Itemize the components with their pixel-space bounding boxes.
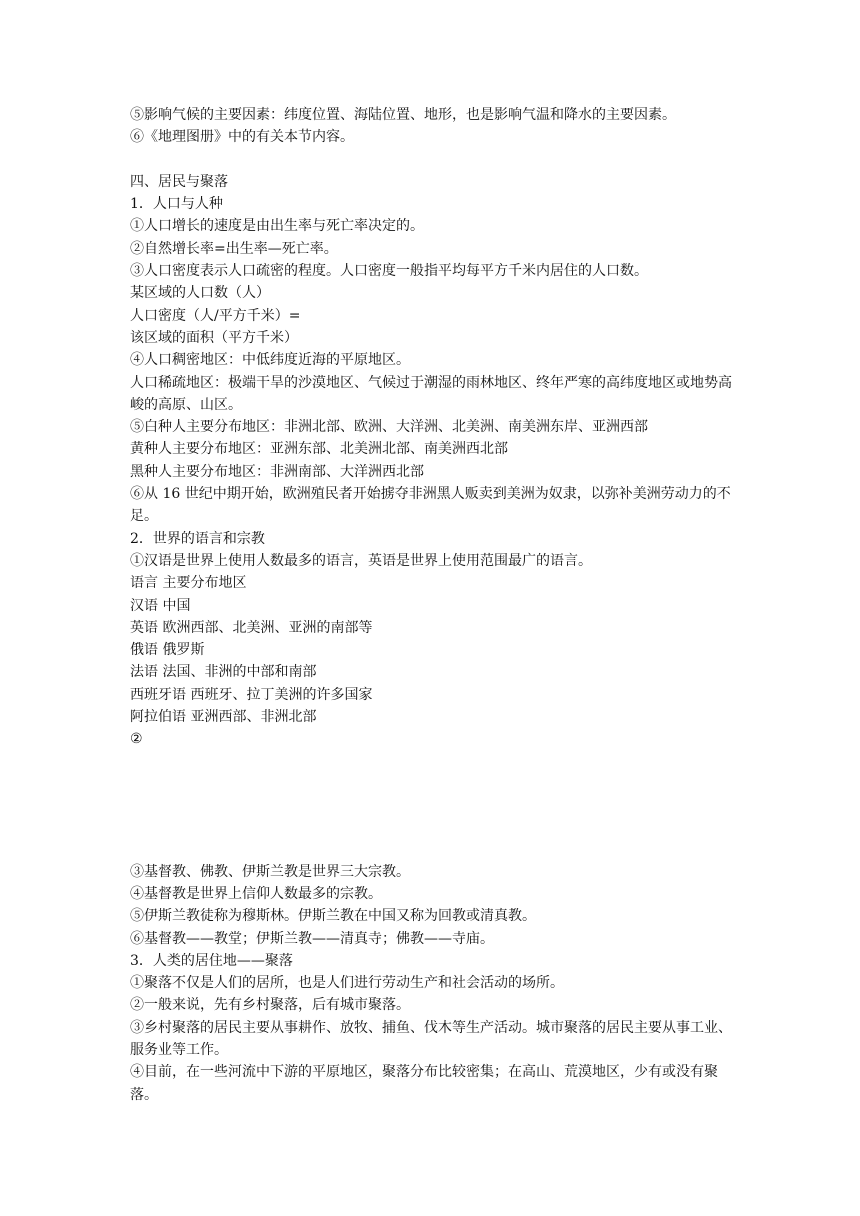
document-body bbox=[130, 104, 735, 1106]
text-line: ④人口稠密地区：中低纬度近海的平原地区。 bbox=[130, 352, 410, 369]
text-line: ⑤白种人主要分布地区：非洲北部、欧洲、大洋洲、北美洲、南美洲东岸、亚洲西部 bbox=[130, 419, 648, 436]
language-table-row: 西班牙语 西班牙、拉丁美洲的许多国家 bbox=[130, 686, 373, 703]
text-line: ⑥《地理图册》中的有关本节内容。 bbox=[130, 129, 354, 146]
section-heading: 四、居民与聚落 bbox=[130, 173, 228, 190]
text-paragraph: 人口稀疏地区：极端干旱的沙漠地区、气候过于潮湿的雨林地区、终年严寒的高纬度地区或地势高峻的高原、山区。 bbox=[130, 374, 732, 413]
text-line: ①人口增长的速度是由出生率与死亡率决定的。 bbox=[130, 218, 424, 235]
blank-line bbox=[130, 149, 735, 171]
subsection-heading: 1．人口与人种 bbox=[130, 196, 223, 213]
text-paragraph: ④目前，在一些河流中下游的平原地区，聚落分布比较密集；在高山、荒漠地区，少有或没有聚落。 bbox=[130, 1064, 718, 1103]
text-line: ①汉语是世界上使用人数最多的语言，英语是世界上使用范围最广的语言。 bbox=[130, 552, 592, 569]
text-paragraph: ⑥从 16 世纪中期开始，欧洲殖民者开始掳夺非洲黑人贩卖到美洲为奴隶，以弥补美洲劳动力的不足。 bbox=[130, 486, 731, 525]
formula-denominator: 该区域的面积（平方千米） bbox=[130, 329, 298, 346]
text-line: ③基督教、佛教、伊斯兰教是世界三大宗教。 bbox=[130, 863, 410, 880]
language-table-row: 汉语 中国 bbox=[130, 597, 191, 614]
text-line: ④基督教是世界上信仰人数最多的宗教。 bbox=[130, 885, 382, 902]
text-line: ⑤伊斯兰教徒称为穆斯林。伊斯兰教在中国又称为回教或清真教。 bbox=[130, 908, 536, 925]
text-line: ②一般来说，先有乡村聚落，后有城市聚落。 bbox=[130, 997, 410, 1014]
subsection-heading: 2．世界的语言和宗教 bbox=[130, 530, 265, 547]
text-line: ⑥基督教——教堂；伊斯兰教——清真寺；佛教——寺庙。 bbox=[130, 930, 494, 947]
text-line: ⑤影响气候的主要因素：纬度位置、海陆位置、地形，也是影响气温和降水的主要因素。 bbox=[130, 107, 676, 123]
text-line: 黄种人主要分布地区：亚洲东部、北美洲北部、南美洲西北部 bbox=[130, 441, 508, 458]
image-placeholder-gap bbox=[130, 751, 735, 861]
language-table-header: 语言 主要分布地区 bbox=[130, 575, 247, 592]
language-table-row: 法语 法国、非洲的中部和南部 bbox=[130, 664, 317, 681]
language-table-row: 阿拉伯语 亚洲西部、非洲北部 bbox=[130, 709, 317, 726]
formula-label: 人口密度（人/平方千米）= bbox=[130, 307, 301, 324]
language-table-row: 英语 欧洲西部、北美洲、亚洲的南部等 bbox=[130, 619, 373, 636]
text-paragraph: ③乡村聚落的居民主要从事耕作、放牧、捕鱼、伐木等生产活动。城市聚落的居民主要从事工业、服务业等工作。 bbox=[130, 1019, 732, 1058]
formula-numerator: 某区域的人口数（人） bbox=[130, 285, 270, 302]
subsection-heading: 3．人类的居住地——聚落 bbox=[130, 952, 293, 969]
text-line: ①聚落不仅是人们的居所，也是人们进行劳动生产和社会活动的场所。 bbox=[130, 975, 564, 992]
language-table-row: 俄语 俄罗斯 bbox=[130, 642, 205, 659]
text-line: 黑种人主要分布地区：非洲南部、大洋洲西北部 bbox=[130, 463, 424, 480]
text-line: ② bbox=[130, 731, 143, 748]
text-line: ②自然增长率=出生率—死亡率。 bbox=[130, 240, 338, 257]
text-line: ③人口密度表示人口疏密的程度。人口密度一般指平均每平方千米内居住的人口数。 bbox=[130, 263, 648, 280]
